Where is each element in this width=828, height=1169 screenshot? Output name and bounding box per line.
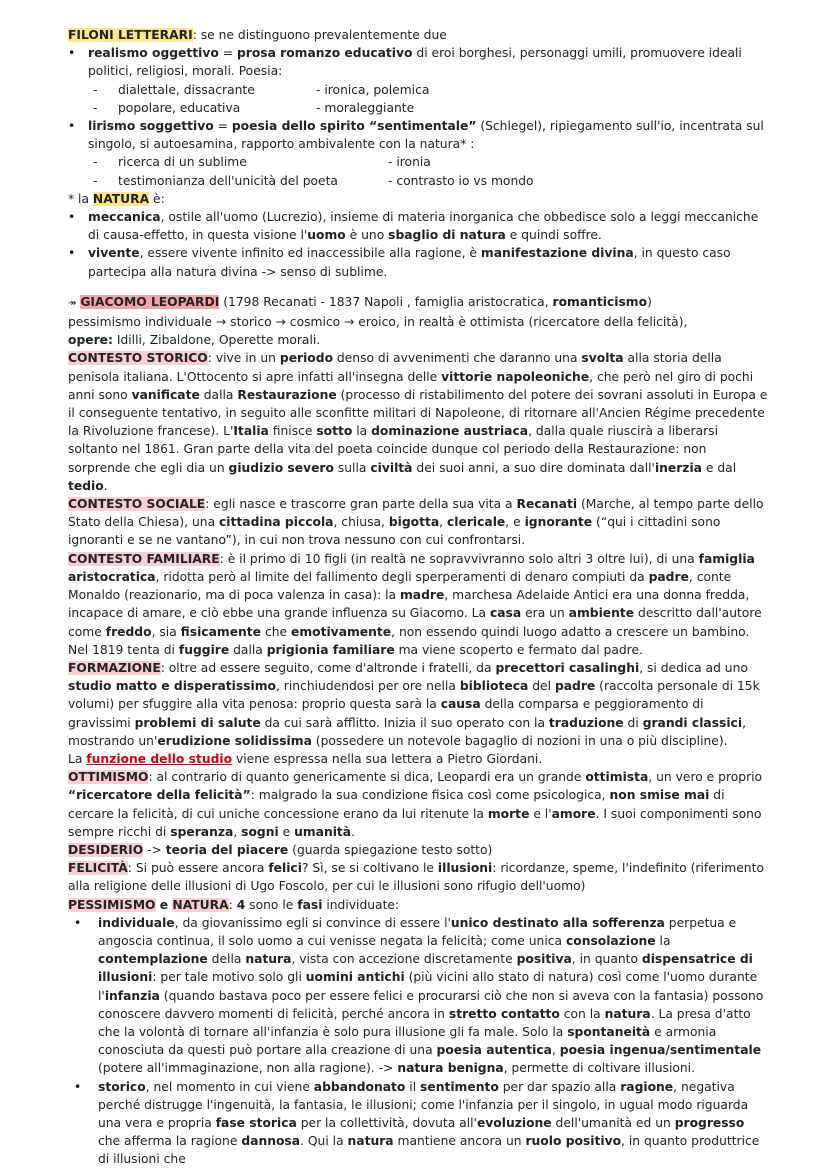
section-label: CONTESTO STORICO — [68, 351, 208, 366]
ottimismo: OTTIMISMO: al contrario di quanto genericamente si dica, Leopardi era un grande ottimista, un vero e proprio “ricercatore della felicità”: malgrado la sua condizione fisica così come psicologica, non smise mai di cercare la felicità, di cui uniche concessione erano da lui ritenute la morte e l'amore. I suoi componimenti sono sempre ricchi di speranza, sogni e umanità. — [68, 770, 763, 839]
sub-item: - testimonianza dell'unicità del poeta - contrasto io vs mondo — [68, 172, 768, 190]
felicita: FELICITÀ: Si può essere ancora felici? Sì, se si coltivano le illusioni: ricordanze, speme, l'indefinito (riferimento alla religione delle illusioni di Ugo Foscolo, per cui le illusioni sono rifugio dell'uomo) — [68, 861, 764, 894]
contesto-sociale: CONTESTO SOCIALE: egli nasce e trascorre gran parte della sua vita a Recanati (Marche, al tempo parte dello Stato della Chiesa), una cittadina piccola, chiusa, bigotta, clericale, e ignorante (“qui i cittadini sono ignoranti e se ne vantano”), in cui non trova nessuno con cui confrontarsi. — [68, 497, 764, 548]
filoni-intro: FILONI LETTERARI: se ne distinguono prevalentemente due — [68, 28, 447, 42]
section-label: CONTESTO SOCIALE — [68, 497, 206, 512]
list-item: • realismo oggettivo = prosa romanzo educativo di eroi borghesi, personaggi umili, promuovere ideali politici, religiosi, morali. Poesia: — [68, 44, 768, 80]
filoni-list — [68, 44, 768, 190]
sub-item: - popolare, educativa - moraleggiante — [68, 99, 768, 117]
arrow-icon: ↠ — [68, 297, 77, 309]
pessimismo-line: pessimismo individuale → storico → cosmico → eroico, in realtà è ottimista (ricercatore della felicità), — [68, 315, 688, 330]
desiderio: DESIDERIO -> teoria del piacere (guarda spiegazione testo sotto) — [68, 842, 493, 857]
list-item: • vivente, essere vivente infinito ed inaccessibile alla ragione, è manifestazione divina, in questo caso partecipa alla natura divina -> senso di sublime. — [68, 244, 768, 280]
section-label: OTTIMISMO — [68, 770, 149, 785]
author-name: GIACOMO LEOPARDI — [80, 294, 220, 309]
pessimismo-natura: PESSIMISMO e NATURA: 4 sono le fasi individuate: — [68, 897, 400, 912]
opere-line: opere: Idilli, Zibaldone, Operette morali. — [68, 333, 321, 348]
sub-item: - ricerca di un sublime - ironia — [68, 153, 768, 171]
list-item: • meccanica, ostile all'uomo (Lucrezio), insieme di materia inorganica che obbedisce solo a leggi meccaniche di causa-effetto, in questa visione l'uomo è uno sbaglio di natura e quindi soffre. — [68, 208, 768, 244]
formazione: FORMAZIONE: oltre ad essere seguito, come d'altronde i fratelli, da precettori casalinghi, si dedica ad uno studio matto e disperatissimo, rinchiudendosi per ore nella biblioteca del padre (raccolta personale di 15k volumi) per sfuggire alla vita penosa: proprio questa sarà la causa della comparsa e peggioramento di gravissimi problemi di salute da cui sarà afflitto. Inizia il suo operato con la traduzione di grandi classici, mostrando un'erudizione solidissima (possedere un notevole bagaglio di nozioni in una o più discipline). — [68, 660, 760, 748]
section-label: FELICITÀ — [68, 861, 128, 876]
list-item: • individuale, da giovanissimo egli si convince di essere l'unico destinato alla sofferenza perpetua e angoscia continua, il solo uomo a cui venisse negata la felicità; come unica consolazione la contemplazione della natura, vista con accezione discretamente positiva, in quanto dispensatrice di illusioni: per tale motivo solo gli uomini antichi (più vicini allo stato di natura) così come l'uomo durante l'infanzia (quando bastava poco per essere felici e procurarsi ciò che non si aveva con la fantasia) possono conoscere davvero momenti di felicità, perché ancora in stretto contatto con la natura. La presa d'atto che la volontà di tornare all'infanzia è solo pura illusione gli fa male. Solo la spontaneità e armonia conosciuta da questi può portare alla creazione di una poesia autentica, poesia ingenua/sentimentale (potere all'immaginazione, non alla ragione). -> natura benigna, permette di coltivare illusioni. — [68, 914, 768, 1078]
list-item: • storico, nel momento in cui viene abbandonato il sentimento per dar spazio alla ragione, negativa perché distrugge l'ingenuità, la fantasia, le illusioni; come l'infanzia per il singolo, in ugual modo riguarda una vera e propria fase storica per la collettività, dovuta all'evoluzione dell'umanità ed un progresso che afferma la ragione dannosa. Qui la natura mantiene ancora un ruolo positivo, in quanto produttrice di illusioni che — [68, 1078, 768, 1169]
filoni-heading: FILONI LETTERARI — [68, 28, 193, 42]
contesto-storico: CONTESTO STORICO: vive in un periodo denso di avvenimenti che daranno una svolta alla storia della penisola italiana. L'Ottocento si apre infatti all'insegna delle vittorie napoleoniche, che però nel giro di pochi anni sono vanificate dalla Restaurazione (processo di ristabilimento del potere dei sovrani assoluti in Europa e il conseguente tentativo, in seguito alle sconfitte militari di Napoleone, di ritornare all'Ancien Régime precedente la Rivoluzione francese). L'Italia finisce sotto la dominazione austriaca, dalla quale riuscirà a liberarsi soltanto nel 1861. Gran parte della vita del poeta coincide dunque col periodo della Restaurazione: non sorprende che egli dia un giudizio severo sulla civiltà dei suoi anni, a suo dire dominata dall'inerzia e dal tedio. — [68, 351, 768, 493]
section-label: FORMAZIONE — [68, 660, 161, 675]
funzione-line: La funzione dello studio viene espressa nella sua lettera a Pietro Giordani. — [68, 751, 543, 766]
sub-item: - dialettale, dissacrante - ironica, polemica — [68, 81, 768, 99]
list-item: • lirismo soggettivo = poesia dello spirito “sentimentale” (Schlegel), ripiegamento sull'io, incentrata sul singolo, si autoesamina, rapporto ambivalente con la natura* : — [68, 117, 768, 153]
section-label: CONTESTO FAMILIARE — [68, 551, 220, 566]
natura-heading: * la NATURA è: — [68, 191, 165, 206]
fasi-list — [68, 914, 768, 1169]
leopardi-title: ↠ GIACOMO LEOPARDI (1798 Recanati - 1837 Napoli , famiglia aristocratica, romanticismo) — [68, 294, 652, 309]
natura-list — [68, 208, 768, 281]
contesto-familiare: CONTESTO FAMILIARE: è il primo di 10 figli (in realtà ne sopravvivranno solo altri 3 oltre lui), di una famiglia aristocratica, ridotta però al limite del fallimento degli sperperamenti di denaro compiuti da padre, conte Monaldo (reazionario, ma di poca valenza in casa): la madre, marchesa Adelaide Antici era una donna fredda, incapace di amare, e ciò ebbe una grande influenza su Giacomo. La casa era un ambiente descritto dall'autore come freddo, sia fisicamente che emotivamente, non essendo quindi luogo adatto a crescere un bambino. Nel 1819 tenta di fuggire dalla prigionia familiare ma viene scoperto e fermato dal padre. — [68, 551, 762, 657]
funzione-dello-studio-link[interactable]: funzione dello studio — [86, 751, 233, 766]
